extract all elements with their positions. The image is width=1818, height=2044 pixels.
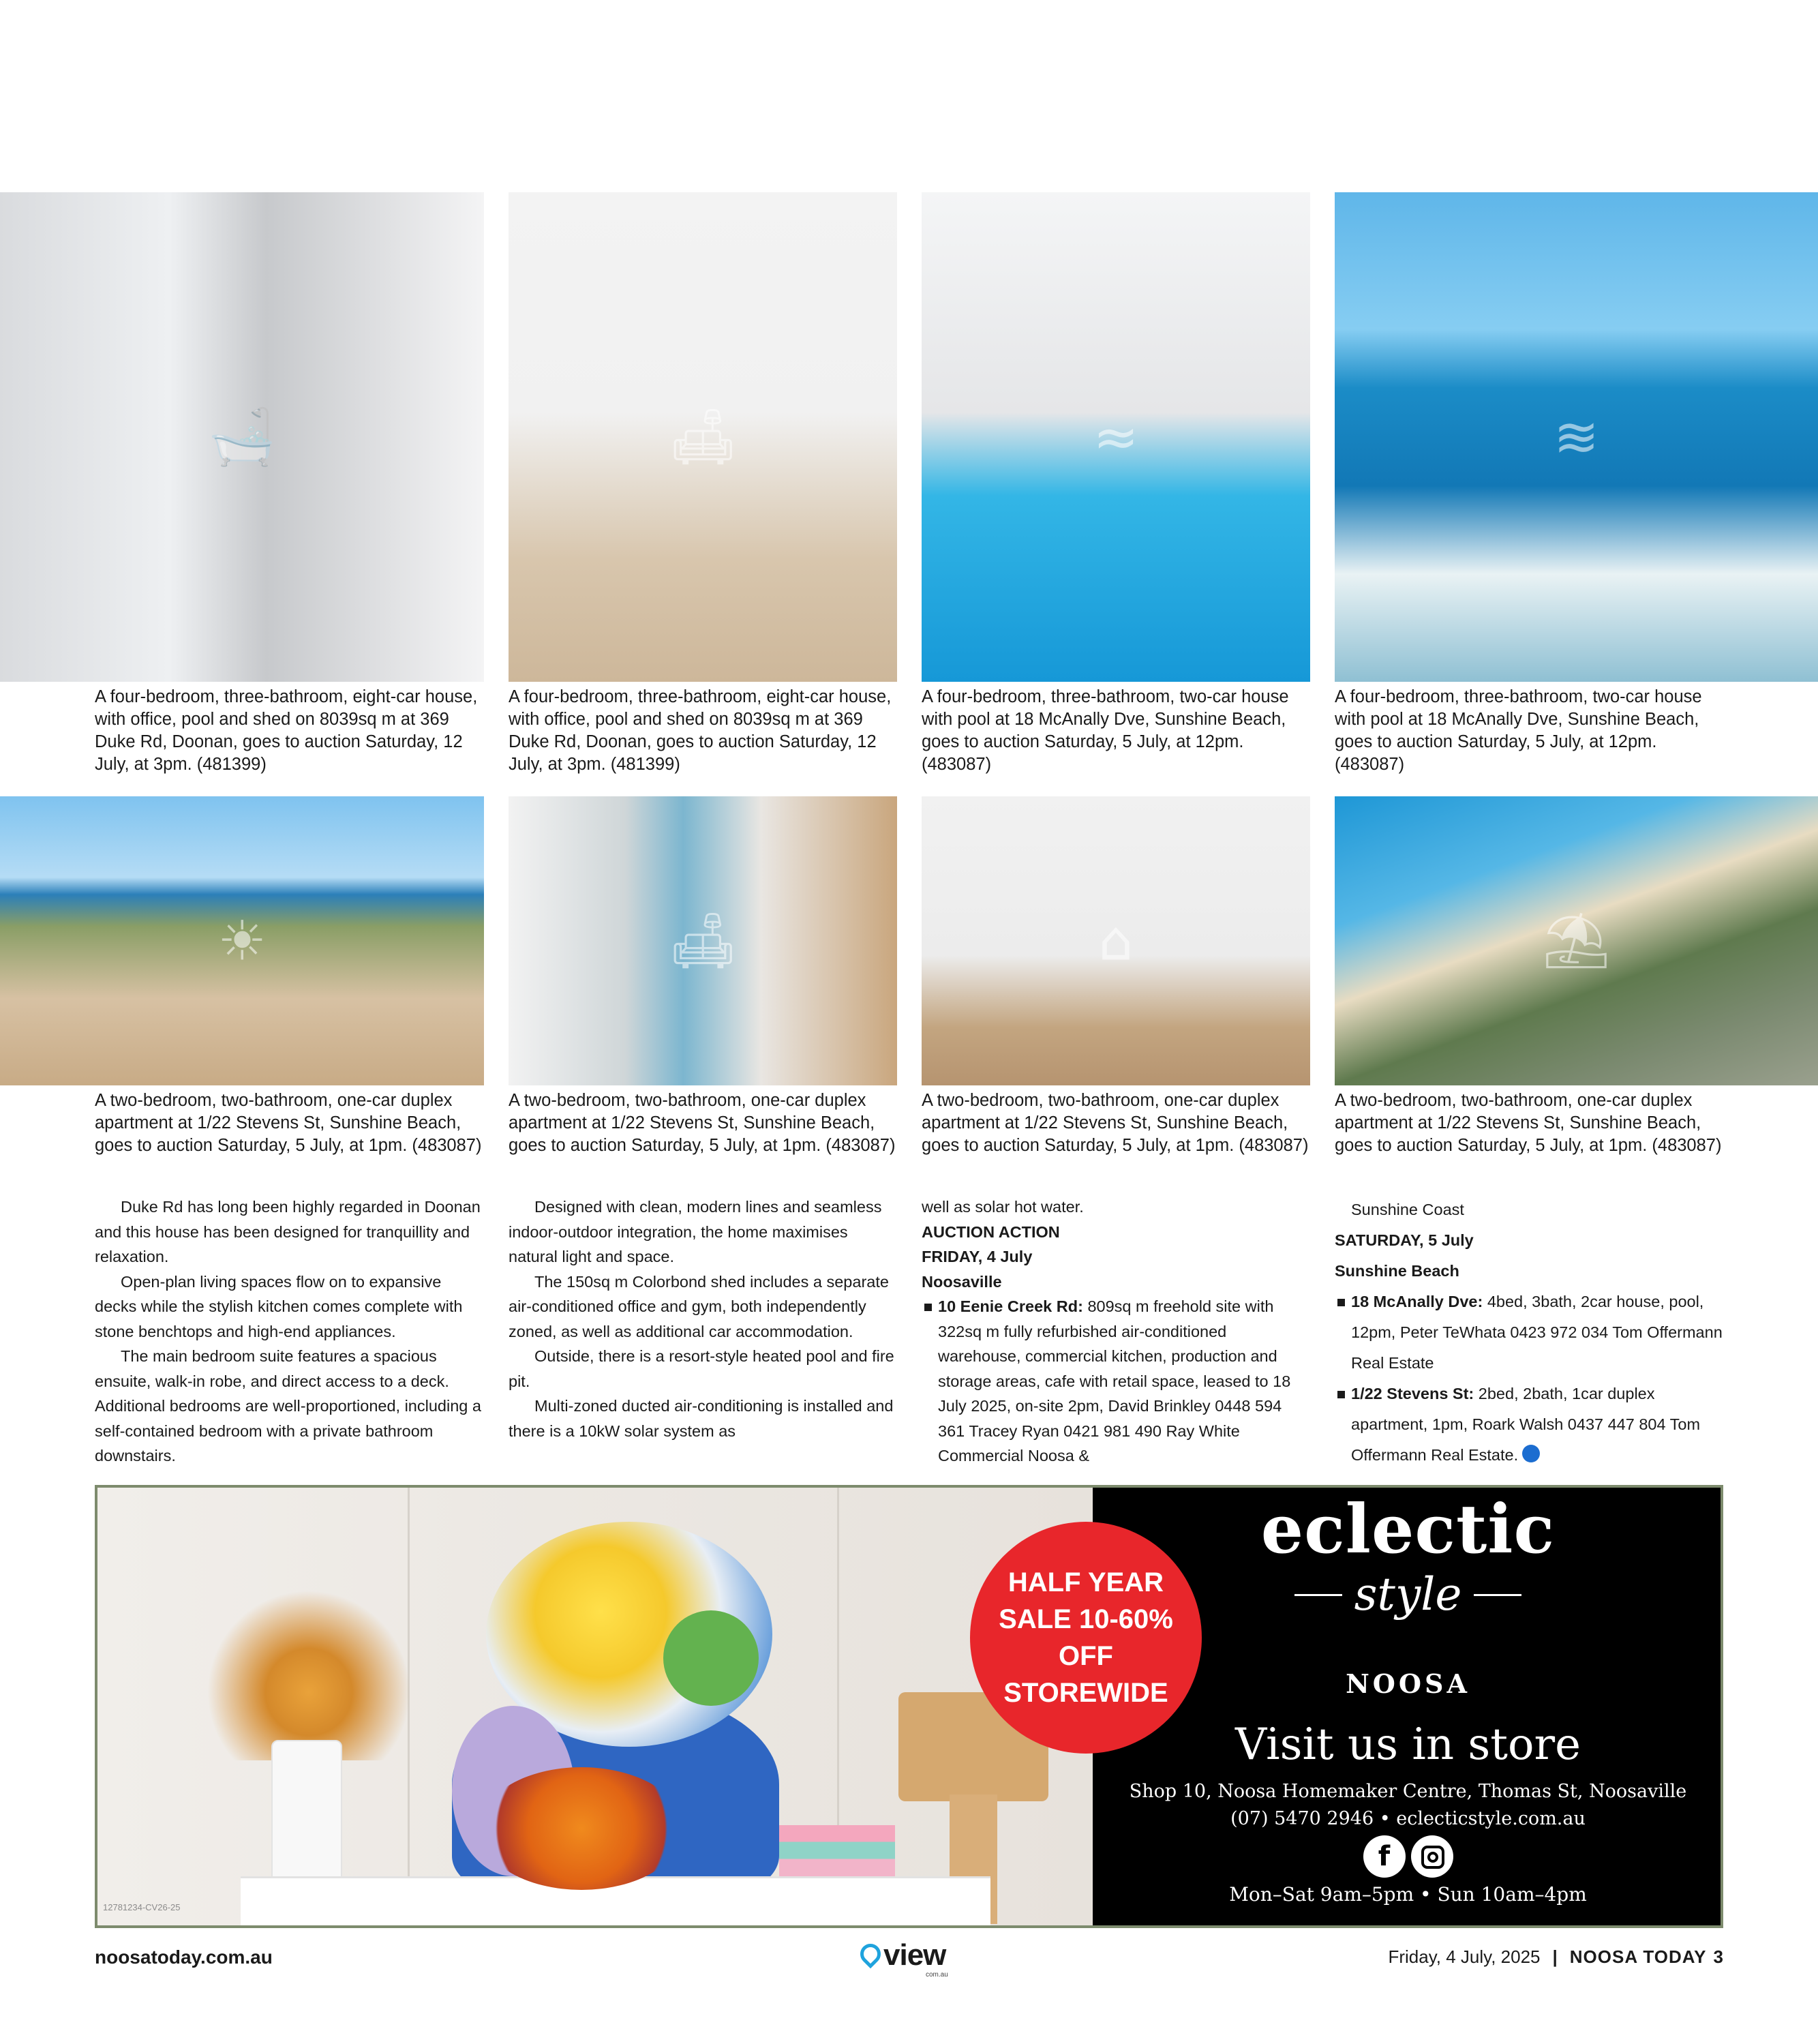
photo-ocean-view bbox=[1335, 192, 1818, 682]
bullet-icon bbox=[1337, 1299, 1345, 1306]
paragraph: Open-plan living spaces flow on to expansive decks while the stylish kitchen comes complete with stone benchtops and high-end appliances. bbox=[95, 1272, 463, 1340]
bullet-icon bbox=[924, 1304, 932, 1311]
paragraph: well as solar hot water. bbox=[922, 1198, 1084, 1216]
caption-5: A two-bedroom, two-bathroom, one-car duplex apartment at 1/22 Stevens St, Sunshine Beach, goes to auction Saturday, 5 July, at 1pm. (483087) bbox=[95, 1091, 482, 1155]
caption-8: A two-bedroom, two-bathroom, one-car duplex apartment at 1/22 Stevens St, Sunshine Beach, goes to auction Saturday, 5 July, at 1pm. (483087) bbox=[1335, 1091, 1722, 1155]
auction-listing bbox=[1335, 1379, 1730, 1471]
photo-aerial-beach bbox=[1335, 796, 1818, 1085]
photo-bathroom bbox=[0, 192, 484, 682]
auction-heading: AUCTION ACTION bbox=[922, 1222, 1060, 1241]
listing-address: 18 McAnally Dve: bbox=[1351, 1293, 1483, 1310]
paragraph: Duke Rd has long been highly regarded in Doonan and this house has been designed for tranquillity and relaxation. bbox=[95, 1198, 481, 1265]
view-domain: com.au bbox=[926, 1971, 948, 1979]
flower-bouquet bbox=[479, 1767, 684, 1890]
store-address: Shop 10, Noosa Homemaker Centre, Thomas St, Noosaville bbox=[1129, 1781, 1687, 1802]
caption-4: A four-bedroom, three-bathroom, two-car house with pool at 18 McAnally Dve, Sunshine Beach, goes to auction Saturday, 5 July, at 12pm. (483087) bbox=[1335, 687, 1702, 774]
visit-heading: Visit us in store bbox=[1235, 1719, 1581, 1770]
ad-photo bbox=[97, 1488, 1093, 1925]
folio-separator: | bbox=[1552, 1947, 1558, 1967]
wave-icon: ≋ bbox=[1553, 405, 1600, 469]
location-pin-icon bbox=[856, 1940, 885, 1968]
beach-icon: ⛱ bbox=[1541, 909, 1611, 972]
auction-day: FRIDAY, 4 July bbox=[922, 1248, 1033, 1265]
caption-1: A four-bedroom, three-bathroom, eight-car house, with office, pool and shed on 8039sq m at 369 Duke Rd, Doonan, goes to auction Saturday, 12 July, at 3pm. (481399) bbox=[95, 687, 478, 774]
sale-badge bbox=[970, 1522, 1202, 1754]
paragraph: Multi-zoned ducted air-conditioning is installed and there is a 10kW solar system as bbox=[509, 1397, 894, 1440]
auction-suburb: Sunshine Beach bbox=[1335, 1262, 1459, 1280]
listing-details: 809sq m freehold site with 322sq m fully refurbished air-conditioned warehouse, commercial kitchen, production and storage areas, cafe with retail space, leased to 18 July 2025, on-site 2pm, David Brinkley 0448 594 361 Tracey Ryan 0421 981 490 Ray White Commercial Noosa & bbox=[938, 1297, 1291, 1464]
issue-date: Friday, 4 July, 2025 bbox=[1388, 1947, 1541, 1967]
view-wordmark: view bbox=[883, 1938, 946, 1972]
brand-style: style bbox=[1354, 1568, 1462, 1621]
sofa-icon: 🛋 bbox=[668, 909, 738, 972]
paragraph: Sunshine Coast bbox=[1351, 1201, 1464, 1218]
store-address-block bbox=[1093, 1778, 1723, 1833]
auction-day: SATURDAY, 5 July bbox=[1335, 1231, 1474, 1249]
bullet-icon bbox=[1337, 1391, 1345, 1398]
photo-living-room bbox=[509, 192, 897, 682]
sun-icon: ☀ bbox=[217, 909, 267, 973]
brand-name: eclectic bbox=[1260, 1490, 1556, 1569]
caption-7: A two-bedroom, two-bathroom, one-car duplex apartment at 1/22 Stevens St, Sunshine Beach, goes to auction Saturday, 5 July, at 1pm. (483087) bbox=[922, 1091, 1309, 1155]
brand-location: NOOSA bbox=[1346, 1668, 1470, 1699]
store-contact[interactable]: (07) 5470 2946 • eclecticstyle.com.au bbox=[1230, 1808, 1586, 1829]
article-column-1 bbox=[95, 1194, 483, 1469]
photo-balcony bbox=[0, 796, 484, 1085]
listing-address: 1/22 Stevens St: bbox=[1351, 1385, 1474, 1402]
photo-kitchen bbox=[922, 796, 1310, 1085]
kitchen-icon: ⌂ bbox=[1098, 909, 1134, 973]
article-column-4 bbox=[1335, 1194, 1730, 1471]
divider bbox=[1294, 1594, 1342, 1596]
auction-suburb: Noosaville bbox=[922, 1272, 1002, 1291]
paragraph: The 150sq m Colorbond shed includes a separate air-conditioned office and gym, both independently zoned, as well as additional car accommodation. bbox=[509, 1272, 889, 1340]
divider bbox=[1474, 1594, 1521, 1596]
auction-listing bbox=[1335, 1287, 1730, 1379]
listing-address: 10 Eenie Creek Rd: bbox=[938, 1297, 1083, 1315]
advertisement[interactable] bbox=[95, 1485, 1723, 1928]
photo-lounge bbox=[509, 796, 897, 1085]
parrot-cheek bbox=[663, 1610, 759, 1706]
site-url[interactable]: noosatoday.com.au bbox=[95, 1947, 273, 1968]
page-number: 3 bbox=[1713, 1947, 1723, 1967]
instagram-icon[interactable] bbox=[1411, 1835, 1453, 1878]
auction-listing bbox=[922, 1294, 1310, 1469]
publication-name: NOOSA TODAY bbox=[1569, 1947, 1707, 1967]
paragraph: Outside, there is a resort-style heated pool and fire pit. bbox=[509, 1347, 894, 1390]
listing-details: 2bed, 2bath, 1car duplex apartment, 1pm, Roark Walsh 0437 447 804 Tom Offermann Real Estate. bbox=[1351, 1385, 1701, 1464]
listing-details: 4bed, 3bath, 2car house, pool, 12pm, Peter TeWhata 0423 972 034 Tom Offermann Real Estate bbox=[1351, 1293, 1723, 1372]
paragraph: Designed with clean, modern lines and seamless indoor-outdoor integration, the home maximises natural light and space. bbox=[509, 1198, 882, 1265]
view-logo[interactable] bbox=[860, 1938, 969, 1979]
store-hours: Mon–Sat 9am–5pm • Sun 10am–4pm bbox=[1229, 1883, 1587, 1906]
caption-3: A four-bedroom, three-bathroom, two-car house with pool at 18 McAnally Dve, Sunshine Beach, goes to auction Saturday, 5 July, at 12pm. (483087) bbox=[922, 687, 1289, 774]
caption-2: A four-bedroom, three-bathroom, eight-car house, with office, pool and shed on 8039sq m at 369 Duke Rd, Doonan, goes to auction Saturday, 12 July, at 3pm. (481399) bbox=[509, 687, 892, 774]
folio bbox=[1388, 1947, 1723, 1968]
bathtub-icon: 🛁 bbox=[208, 405, 276, 468]
sofa-icon: 🛋 bbox=[668, 405, 738, 468]
flower-branches bbox=[207, 1590, 411, 1760]
photo-pool bbox=[922, 192, 1310, 682]
ad-code: 12781234-CV26-25 bbox=[103, 1902, 181, 1912]
end-mark-icon bbox=[1522, 1445, 1540, 1462]
caption-6: A two-bedroom, two-bathroom, one-car duplex apartment at 1/22 Stevens St, Sunshine Beach, goes to auction Saturday, 5 July, at 1pm. (483087) bbox=[509, 1091, 896, 1155]
facebook-icon[interactable]: f bbox=[1363, 1835, 1406, 1878]
social-links bbox=[1093, 1835, 1723, 1878]
pool-icon: ≈ bbox=[1093, 405, 1139, 469]
article-column-3 bbox=[922, 1194, 1310, 1469]
sale-text: HALF YEAR SALE 10-60% OFF STOREWIDE bbox=[999, 1567, 1173, 1708]
article-column-2 bbox=[509, 1194, 897, 1443]
books bbox=[779, 1825, 895, 1876]
paragraph: The main bedroom suite features a spacious ensuite, walk-in robe, and direct access to a deck. Additional bedrooms are well-proportioned, including a self-contained bedroom with a private bathroom downstairs. bbox=[95, 1347, 481, 1464]
